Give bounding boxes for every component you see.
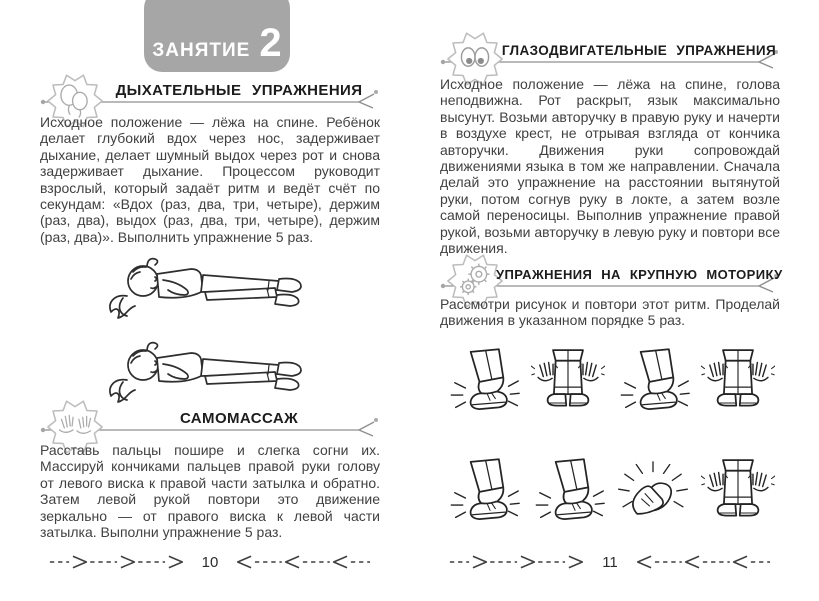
section-title-breathing: ДЫХАТЕЛЬНЫЕ УПРАЖНЕНИЯ [115,82,363,99]
dashed-arrows-right-icon [448,553,590,571]
girl-lying-inhale-illustration [88,248,328,328]
breathing-paragraph: Исходное положение — лёжа на спине. Ребёнок делает глубокий вдох через нос, задерживает дыхание, делает шумный выдох через рот и снова задерживает дыхание. Процессом руководит взрослый, который задаёт ритм и ведёт счёт по секундам: «Вдох (раз, два, три, четыре), держим (раз, два), выдох (раз, два, три, четыре), держим (раз, два)». Выполнить упражнение 5 раз. [40,114,380,245]
section-title-eye-exercises: ГЛАЗОДВИГАТЕЛЬНЫЕ УПРАЖНЕНИЯ [501,43,777,58]
gross-motor-paragraph: Рассмотри рисунок и повтори этот ритм. Проделай движения в указанном порядке 5 раз. [440,296,780,329]
rhythm-grid [440,340,780,546]
section-title-gross-motor: УПРАЖНЕНИЯ НА КРУПНУЮ МОТОРИКУ [496,267,783,282]
right-page-footer [440,552,780,572]
dashed-arrows-left-icon [630,553,772,571]
lesson-number: 2 [259,21,282,65]
section-title-massage: САМОМАССАЖ [179,410,299,427]
lesson-tab-label: ЗАНЯТИЕ [152,40,251,61]
hand-clap-icon [616,456,690,540]
foot-stomp-icon [446,346,520,430]
foot-stomp-icon [616,346,690,430]
rhythm-cell [525,340,610,436]
dashed-arrows-left-icon [230,553,372,571]
rhythm-cell [525,450,610,546]
lesson-tab [144,0,290,72]
knee-slap-icon [531,346,605,430]
page-number-right: 11 [602,553,618,571]
eye-exercises-paragraph: Исходное положение — лёжа на спине, голова неподвижна. Рот раскрыт, язык максимально высунут. Возьми авторучку в правую руку и начерти в воздухе крест, не отрывая взгляда от кончика авторучки. Движения руки сопровождай движениями языка в том же направлении. Сначала делай это упражнение на расстоянии вытянутой руки, потом согнув руку в локте, а затем возле самой переносицы. Выполнив упражнение правой рукой, возьми авторучку в левую руку и повтори все движения. [440,76,780,257]
right-page [440,0,783,601]
rhythm-cell [610,450,695,546]
rhythm-cell [610,340,695,436]
dashed-arrows-right-icon [48,553,190,571]
left-page-footer [40,552,380,572]
foot-stomp-icon [531,456,605,540]
knee-slap-icon [701,346,775,430]
massage-paragraph: Расставь пальцы пошире и слегка согни их. Массируй кончиками пальцев правой руки голову от левого виска к правой части затылка и обратно. Затем левой рукой повтори это движение зеркально — от правого виска к левой части затылка. Выполни упражнение 5 раз. [40,442,380,541]
foot-stomp-icon [446,456,520,540]
rhythm-cell [440,340,525,436]
page-number-left: 10 [201,553,219,571]
rhythm-cell [695,340,780,436]
knee-slap-icon [701,456,775,540]
girl-lying-exhale-illustration [88,332,328,412]
rhythm-cell [695,450,780,546]
rhythm-cell [440,450,525,546]
left-page [40,0,380,601]
